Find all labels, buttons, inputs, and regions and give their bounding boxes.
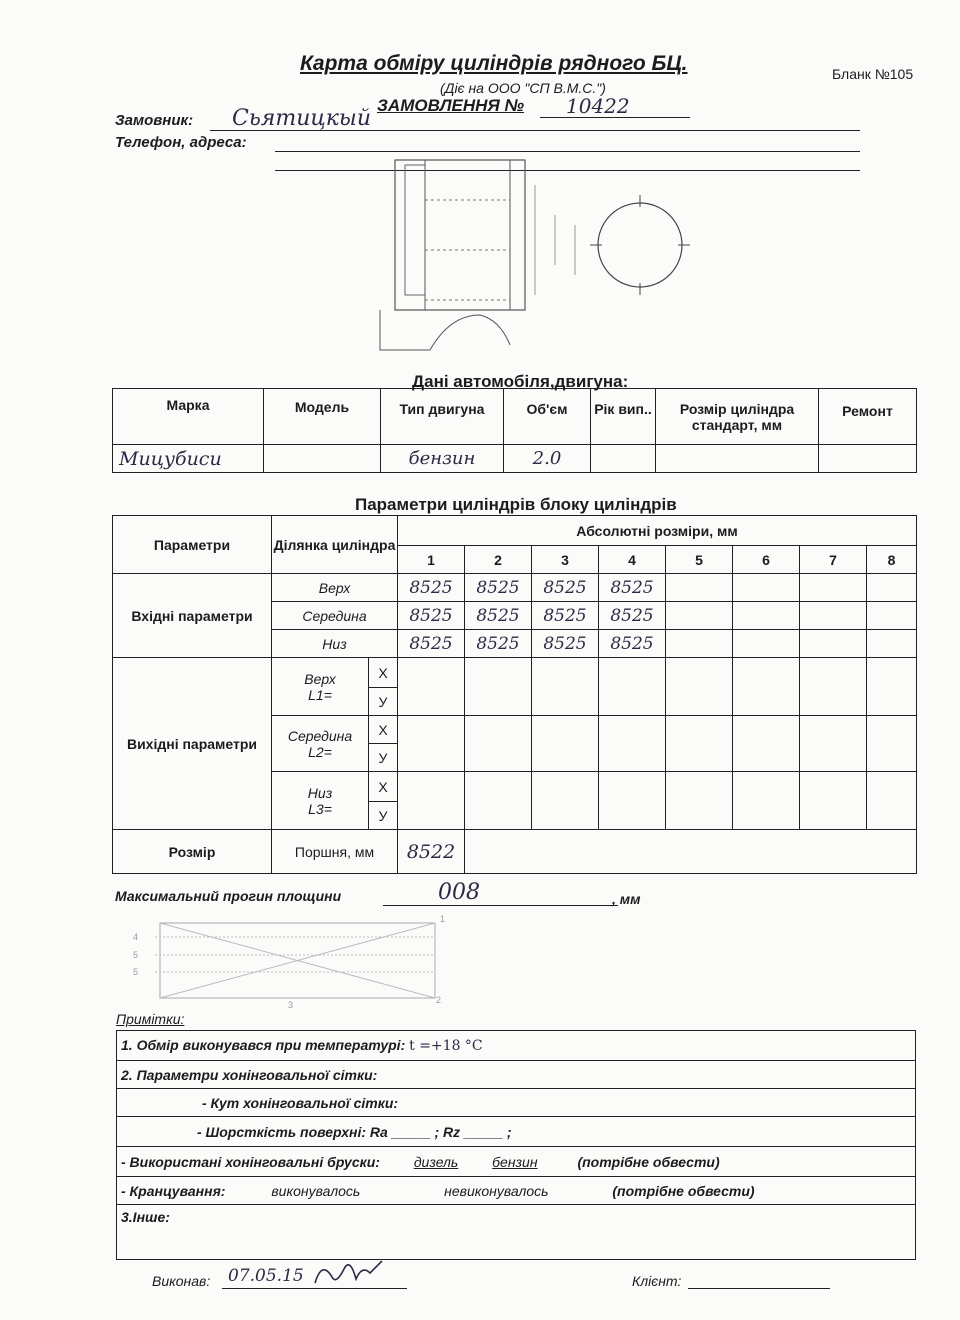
note-honing-stones: - Використані хонінговальні бруски: дизель бензин (потрібне обвести) <box>117 1147 916 1177</box>
customer-label: Замовник: <box>115 112 194 129</box>
cell-value <box>800 772 867 830</box>
sketch-label: 3 <box>288 1000 294 1010</box>
order-label: ЗАМОВЛЕННЯ № <box>377 96 525 115</box>
vehicle-make-value: Мицубиси <box>113 445 264 473</box>
note-roughness: - Шорсткість поверхні: Ra _____ ; Rz _____ ; <box>117 1117 916 1147</box>
piston-label: Поршня, мм <box>272 830 398 874</box>
cell-empty <box>465 830 917 874</box>
note-temperature: 1. Обмір виконувався при температурі: t =+18 °C <box>117 1031 916 1061</box>
table-row <box>113 830 917 874</box>
note-crosshatch: - Кранцування: виконувалось невиконувалось (потрібне обвести) <box>117 1177 916 1205</box>
cell-value <box>867 772 917 830</box>
sketch-label: 5 <box>133 967 139 977</box>
form-number: Бланк №105 <box>832 66 914 82</box>
note-other: 3.Інше: <box>117 1205 916 1260</box>
phone-label: Телефон, адреса: <box>115 134 247 151</box>
col-header-5: 5 <box>666 546 733 574</box>
input-params-label: Вхідні параметри <box>113 574 272 658</box>
cell-value <box>800 716 867 772</box>
cell-value: 8525 <box>532 602 599 630</box>
col-header-8: 8 <box>867 546 917 574</box>
client-label: Клієнт: <box>632 1273 682 1289</box>
flatness-label: Максимальний прогин площини <box>115 888 342 904</box>
option-not-done[interactable]: невиконувалось <box>444 1182 549 1199</box>
cell-value <box>867 658 917 716</box>
axis-x-label: X <box>369 716 398 744</box>
cell-value <box>867 602 917 630</box>
vehicle-volume-value: 2.0 <box>504 445 591 473</box>
cell-value <box>666 574 733 602</box>
vehicle-header-model: Модель <box>264 389 381 445</box>
flatness-value: 008 <box>438 880 480 905</box>
table-row <box>113 658 917 688</box>
col-header-6: 6 <box>733 546 800 574</box>
note-honing-angle: - Кут хонінговальної сітки: <box>117 1089 916 1117</box>
vehicle-model-value <box>264 445 381 473</box>
cell-value <box>733 772 800 830</box>
cell-value <box>800 574 867 602</box>
sketch-label: 1 <box>440 914 446 924</box>
vehicle-table <box>112 388 917 473</box>
vehicle-year-value <box>591 445 656 473</box>
cell-value <box>465 772 532 830</box>
axis-y-label: У <box>369 744 398 772</box>
cell-value <box>666 602 733 630</box>
vehicle-engine-type-value: бензин <box>381 445 504 473</box>
col-header-3: 3 <box>532 546 599 574</box>
cell-value: 8525 <box>465 630 532 658</box>
cell-value <box>398 772 465 830</box>
cell-value: 8525 <box>599 630 666 658</box>
output-row-label: Середина L2= <box>272 716 369 772</box>
col-header-2: 2 <box>465 546 532 574</box>
vehicle-header-year: Рік вип.. <box>591 389 656 445</box>
customer-value: Сьятицкый <box>232 106 371 131</box>
cell-value <box>733 658 800 716</box>
sketch-label: 4 <box>133 932 139 942</box>
cell-value: 8525 <box>532 630 599 658</box>
vehicle-header-cylinder-size: Розмір циліндра стандарт, мм <box>656 389 819 445</box>
vehicle-header-engine-type: Тип двигуна <box>381 389 504 445</box>
cell-value <box>465 658 532 716</box>
axis-y-label: У <box>369 802 398 830</box>
document-subtitle: (Діє на ООО "СП В.М.С.") <box>440 80 606 96</box>
document-title: Карта обміру циліндрів рядного БЦ. <box>300 52 688 75</box>
cell-value: 8525 <box>398 602 465 630</box>
table-row <box>113 574 917 602</box>
cell-value <box>398 658 465 716</box>
sketch-label: 5 <box>133 950 139 960</box>
vehicle-section-title: Дані автомобіля,двигуна: <box>412 372 629 391</box>
flatness-unit: , мм <box>612 891 641 907</box>
cell-value <box>398 716 465 772</box>
vehicle-header-repair: Ремонт <box>819 389 917 445</box>
cell-value <box>666 658 733 716</box>
cell-value: 8525 <box>465 602 532 630</box>
axis-x-label: X <box>369 772 398 802</box>
vehicle-cylinder-size-value <box>656 445 819 473</box>
abs-sizes-header: Абсолютні розміри, мм <box>398 516 917 546</box>
cell-value <box>666 772 733 830</box>
cell-value <box>800 658 867 716</box>
notes-table <box>116 1030 916 1260</box>
cell-value: 8525 <box>398 630 465 658</box>
cell-value <box>867 574 917 602</box>
option-diesel[interactable]: дизель <box>413 1153 459 1170</box>
cell-value: 8525 <box>599 602 666 630</box>
cell-value: 8525 <box>532 574 599 602</box>
option-petrol[interactable]: бензин <box>492 1153 538 1170</box>
piston-value: 8522 <box>398 830 465 874</box>
col-header-7: 7 <box>800 546 867 574</box>
cell-value <box>666 716 733 772</box>
sketch-label: 2 <box>436 995 442 1005</box>
cell-value <box>666 630 733 658</box>
input-row-label: Низ <box>272 630 398 658</box>
cell-value <box>465 716 532 772</box>
cell-value: 8525 <box>465 574 532 602</box>
section-header: Ділянка циліндра <box>272 516 398 574</box>
option-done[interactable]: виконувалось <box>271 1182 361 1199</box>
cell-value <box>599 772 666 830</box>
signature <box>310 1255 390 1291</box>
cell-value <box>532 658 599 716</box>
cell-value <box>532 716 599 772</box>
size-label: Розмір <box>113 830 272 874</box>
cell-value <box>800 630 867 658</box>
cylinders-section-title: Параметри циліндрів блоку циліндрів <box>355 495 677 514</box>
axis-x-label: X <box>369 658 398 688</box>
output-row-label: Верх L1= <box>272 658 369 716</box>
note-honing-params: 2. Параметри хонінговальної сітки: <box>117 1061 916 1089</box>
vehicle-repair-value <box>819 445 917 473</box>
cylinder-sketch <box>370 155 690 355</box>
cell-value <box>733 574 800 602</box>
output-params-label: Вихідні параметри <box>113 658 272 830</box>
notes-title: Примітки: <box>116 1011 185 1027</box>
cell-value: 8525 <box>398 574 465 602</box>
vehicle-header-make: Марка <box>113 389 264 445</box>
col-header-4: 4 <box>599 546 666 574</box>
order-number: 10422 <box>566 94 630 118</box>
cell-value <box>599 716 666 772</box>
col-header-1: 1 <box>398 546 465 574</box>
params-header: Параметри <box>113 516 272 574</box>
axis-y-label: У <box>369 688 398 716</box>
cell-value <box>733 630 800 658</box>
cylinders-table <box>112 515 917 874</box>
executed-label: Виконав: <box>152 1273 211 1289</box>
executed-value: 07.05.15 <box>228 1266 304 1286</box>
vehicle-header-volume: Об'єм <box>504 389 591 445</box>
cell-value <box>867 716 917 772</box>
cell-value <box>599 658 666 716</box>
cell-value <box>532 772 599 830</box>
cell-value <box>800 602 867 630</box>
cell-value <box>733 716 800 772</box>
input-row-label: Верх <box>272 574 398 602</box>
output-row-label: Низ L3= <box>272 772 369 830</box>
cell-value <box>867 630 917 658</box>
cell-value <box>733 602 800 630</box>
input-row-label: Середина <box>272 602 398 630</box>
cell-value: 8525 <box>599 574 666 602</box>
flatness-sketch <box>125 915 455 1010</box>
